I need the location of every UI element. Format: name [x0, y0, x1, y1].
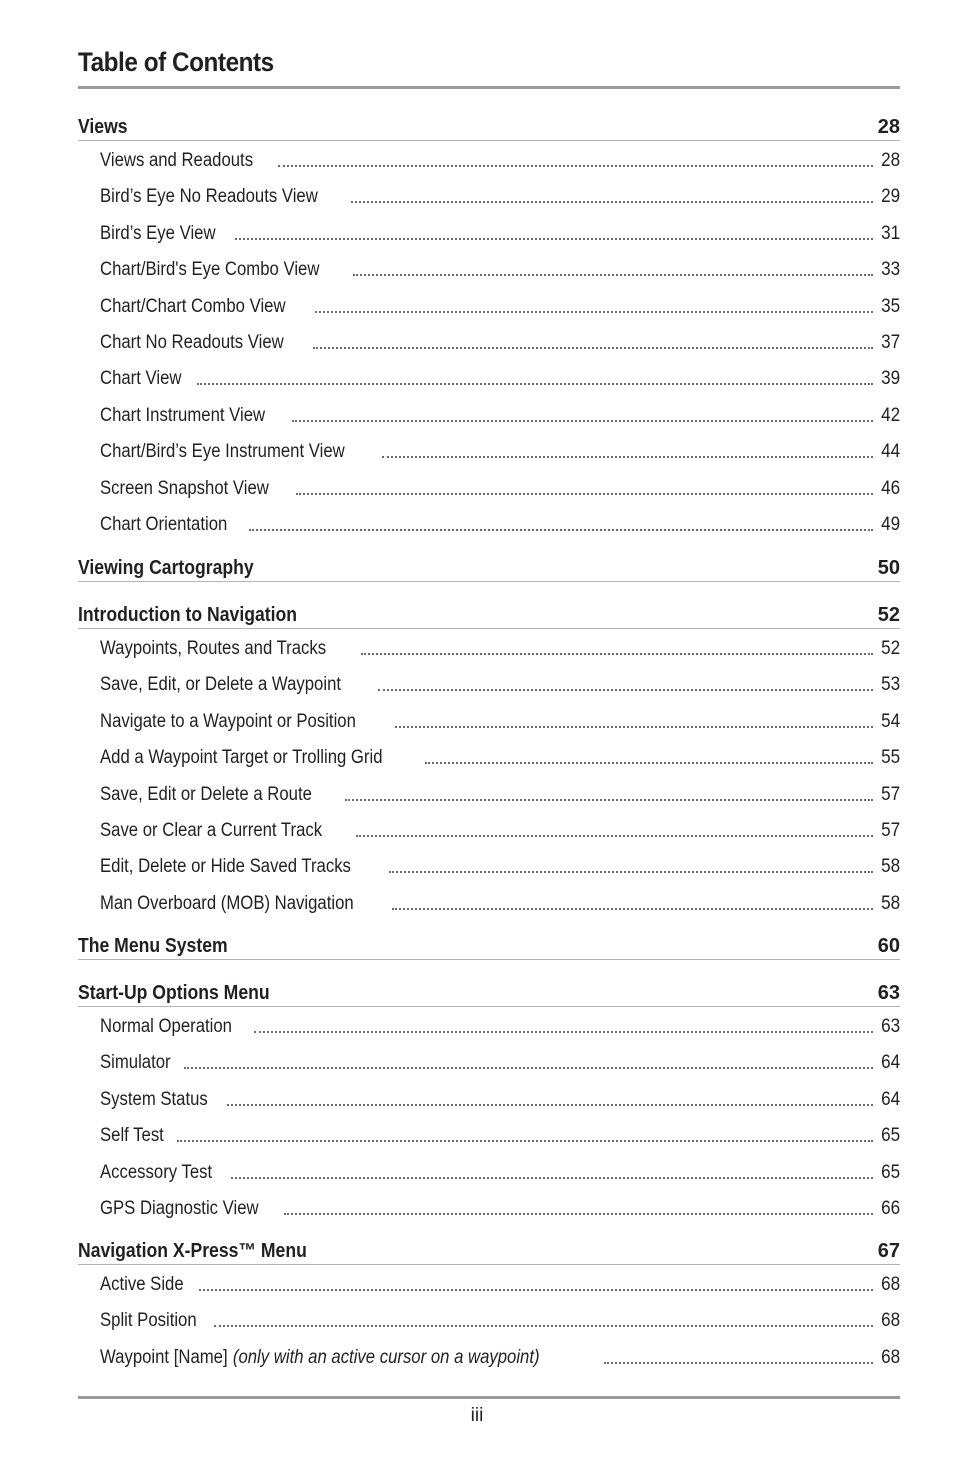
toc-entry-page: 54: [880, 710, 900, 732]
toc-entry[interactable]: [100, 854, 900, 878]
toc-entry-label: [100, 478, 269, 500]
toc-entry-label: [100, 893, 354, 915]
dot-leader: [395, 726, 873, 728]
toc-entry-title: GPS Diagnostic View: [100, 1198, 259, 1219]
toc-entry[interactable]: [100, 148, 900, 172]
toc-entry[interactable]: [100, 1272, 900, 1296]
toc-entry[interactable]: [100, 745, 900, 769]
dot-leader: [425, 762, 873, 764]
toc-entry-title: Bird’s Eye No Readouts View: [100, 186, 318, 208]
toc-section-page: 63: [877, 982, 900, 1004]
toc-entry-title: Chart No Readouts View: [100, 332, 284, 353]
dot-leader: [197, 383, 873, 385]
toc-entry-title: Add a Waypoint Target or Trolling Grid: [100, 747, 383, 769]
toc-entry[interactable]: [100, 439, 900, 463]
toc-entry[interactable]: [100, 1123, 900, 1147]
dot-leader: [353, 274, 873, 276]
toc-section[interactable]: [78, 554, 900, 582]
toc-entry-page: 33: [880, 259, 900, 281]
dot-leader: [227, 1104, 873, 1106]
toc-entry-page: 68: [880, 1346, 900, 1368]
toc-entry-title: Accessory Test: [100, 1161, 213, 1183]
toc-section[interactable]: [78, 979, 900, 1007]
toc-entry-label: [100, 1347, 540, 1369]
toc-section-title: Viewing Cartography: [78, 557, 254, 579]
toc-entry-page: 29: [880, 186, 900, 208]
toc-entry[interactable]: [100, 709, 900, 733]
toc-entry[interactable]: [100, 512, 900, 536]
toc-entry-title: Save or Clear a Current Track: [100, 820, 323, 841]
toc-entry-title: Normal Operation: [100, 1016, 232, 1037]
toc-entry-label: [100, 405, 265, 427]
toc-entry-title: Chart Instrument View: [100, 404, 266, 426]
toc-section-title: The Menu System: [78, 935, 228, 957]
toc-entry-page: 65: [880, 1161, 900, 1183]
toc-entry-title: Screen Snapshot View: [100, 477, 269, 499]
toc-entry-label: [100, 747, 383, 769]
toc-entry-page: 55: [880, 747, 900, 769]
toc-entry-title: Save, Edit, or Delete a Waypoint: [100, 674, 342, 696]
toc-entry-title: Chart/Chart Combo View: [100, 295, 286, 317]
toc-section-title: Navigation X-Press™ Menu: [78, 1240, 307, 1262]
toc-entry-page: 39: [880, 368, 900, 390]
dot-leader: [214, 1325, 873, 1327]
toc-entry-label: [100, 150, 253, 172]
toc-entry-page: 28: [880, 150, 900, 171]
dot-leader: [231, 1177, 872, 1179]
dot-leader: [361, 653, 873, 655]
title-divider: [78, 86, 900, 89]
toc-entry[interactable]: [100, 366, 900, 390]
toc-entry-page: 57: [880, 783, 900, 805]
toc-entry-title: Self Test: [100, 1125, 164, 1147]
dot-leader: [296, 493, 873, 495]
toc-entry-title: Chart Orientation: [100, 514, 228, 535]
toc-entry-title: Split Position: [100, 1310, 197, 1332]
toc-entry-page: 31: [880, 222, 900, 244]
toc-entry[interactable]: [100, 672, 900, 696]
toc-entry-label: [100, 1198, 259, 1220]
toc-entry[interactable]: [100, 257, 900, 281]
toc-entry[interactable]: [100, 1160, 900, 1184]
toc-section-page: 52: [877, 604, 900, 626]
dot-leader: [604, 1362, 873, 1364]
toc-entry-label: [100, 223, 216, 245]
toc-entry[interactable]: [100, 891, 900, 915]
toc-entry-note: (only with an active cursor on a waypoint): [232, 1346, 540, 1368]
dot-leader: [313, 347, 873, 349]
dot-leader: [378, 689, 873, 691]
toc-section-page: 60: [877, 935, 900, 957]
toc-entry-page: 44: [880, 441, 900, 463]
toc-entry-label: [100, 1162, 212, 1184]
toc-entry-page: 46: [880, 477, 900, 499]
toc-entry[interactable]: [100, 1345, 900, 1369]
toc-entry-label: [100, 441, 345, 463]
toc-section[interactable]: [78, 1237, 900, 1265]
toc-entry[interactable]: [100, 782, 900, 806]
toc-entry[interactable]: [100, 1196, 900, 1220]
toc-entry-label: [100, 711, 356, 733]
toc-entry[interactable]: [100, 1014, 900, 1038]
dot-leader: [284, 1213, 873, 1215]
toc-section[interactable]: [78, 932, 900, 960]
toc-entry-title: Waypoint [Name]: [100, 1346, 228, 1368]
page-title: Table of Contents: [78, 47, 274, 77]
toc-entry[interactable]: [100, 636, 900, 660]
dot-leader: [184, 1067, 873, 1069]
toc-entry-page: 53: [880, 674, 900, 696]
toc-entry-page: 64: [880, 1088, 900, 1110]
toc-entry-label: [100, 514, 227, 536]
toc-entry-label: [100, 332, 284, 354]
toc-entry-label: [100, 368, 181, 390]
toc-entry-page: 42: [880, 404, 900, 426]
toc-entry-label: [100, 296, 286, 318]
dot-leader: [249, 529, 873, 531]
toc-entry[interactable]: [100, 476, 900, 500]
toc-entry-title: Man Overboard (MOB) Navigation: [100, 892, 354, 914]
toc-entry-label: [100, 259, 319, 281]
toc-entry-page: 52: [880, 638, 900, 659]
toc-entry-label: [100, 186, 318, 208]
toc-entry[interactable]: [100, 1087, 900, 1111]
toc-entry-page: 68: [880, 1274, 900, 1295]
toc-entry-title: Simulator: [100, 1052, 171, 1074]
page-number: iii: [470, 1405, 484, 1426]
toc-entry-label: [100, 638, 326, 660]
toc-section-page: 28: [877, 116, 900, 138]
dot-leader: [278, 165, 873, 167]
dot-leader: [235, 238, 873, 240]
toc-entry[interactable]: [100, 294, 900, 318]
toc-entry-page: 63: [880, 1016, 900, 1037]
toc-section-title: Views: [78, 116, 128, 138]
dot-leader: [177, 1140, 873, 1142]
toc-section-title: Start-Up Options Menu: [78, 982, 270, 1004]
toc-entry-title: Active Side: [100, 1274, 184, 1295]
toc-entry-label: [100, 1089, 208, 1111]
toc-entry-title: Edit, Delete or Hide Saved Tracks: [100, 856, 351, 878]
toc-entry-page: 65: [880, 1125, 900, 1147]
toc-entry-title: Chart/Bird’s Eye Instrument View: [100, 441, 345, 463]
toc-entry-title: Navigate to a Waypoint or Position: [100, 710, 356, 732]
toc-entry-page: 35: [880, 295, 900, 317]
toc-entry-label: [100, 1310, 197, 1332]
toc-entry[interactable]: [100, 1050, 900, 1074]
toc-section-page: 50: [877, 557, 900, 579]
toc-entry[interactable]: [100, 403, 900, 427]
toc-section[interactable]: [78, 113, 900, 141]
toc-entry-page: 49: [880, 514, 900, 535]
toc-entry[interactable]: [100, 330, 900, 354]
toc-entry-page: 37: [880, 332, 900, 353]
toc-entry-label: [100, 1052, 171, 1074]
toc-entry[interactable]: [100, 184, 900, 208]
toc-entry[interactable]: [100, 818, 900, 842]
footer-divider: [78, 1396, 900, 1399]
dot-leader: [389, 871, 873, 873]
toc-entry-page: 58: [880, 856, 900, 878]
dot-leader: [351, 201, 872, 203]
toc-entry-label: [100, 1016, 232, 1038]
dot-leader: [292, 420, 873, 422]
toc-entry-title: System Status: [100, 1088, 208, 1110]
toc-entry-label: [100, 1274, 184, 1296]
toc-entry-page: 58: [880, 892, 900, 914]
toc-entry-title: Waypoints, Routes and Tracks: [100, 638, 327, 659]
toc-entry[interactable]: [100, 1308, 900, 1332]
dot-leader: [199, 1289, 873, 1291]
toc-entry-title: Save, Edit or Delete a Route: [100, 783, 312, 805]
dot-leader: [315, 311, 873, 313]
toc-section-title: Introduction to Navigation: [78, 604, 298, 626]
toc-entry-label: [100, 820, 322, 842]
dot-leader: [356, 835, 872, 837]
toc-entry-title: Bird’s Eye View: [100, 222, 216, 244]
toc-entry-title: Chart View: [100, 368, 182, 390]
toc-section[interactable]: [78, 601, 900, 629]
toc-entry-page: 64: [880, 1052, 900, 1074]
toc-entry-label: [100, 1125, 164, 1147]
dot-leader: [392, 908, 873, 910]
dot-leader: [345, 799, 873, 801]
toc-entry-label: [100, 856, 351, 878]
dot-leader: [382, 456, 873, 458]
toc-entry-title: Chart/Bird's Eye Combo View: [100, 259, 320, 281]
toc-section-page: 67: [877, 1240, 900, 1262]
toc-entry-page: 57: [880, 820, 900, 841]
toc-entry[interactable]: [100, 221, 900, 245]
toc-entry-title: Views and Readouts: [100, 150, 254, 171]
toc-entry-page: 66: [880, 1198, 900, 1219]
dot-leader: [254, 1031, 873, 1033]
toc-entry-label: [100, 674, 341, 696]
toc-entry-page: 68: [880, 1310, 900, 1332]
toc-entry-label: [100, 784, 312, 806]
